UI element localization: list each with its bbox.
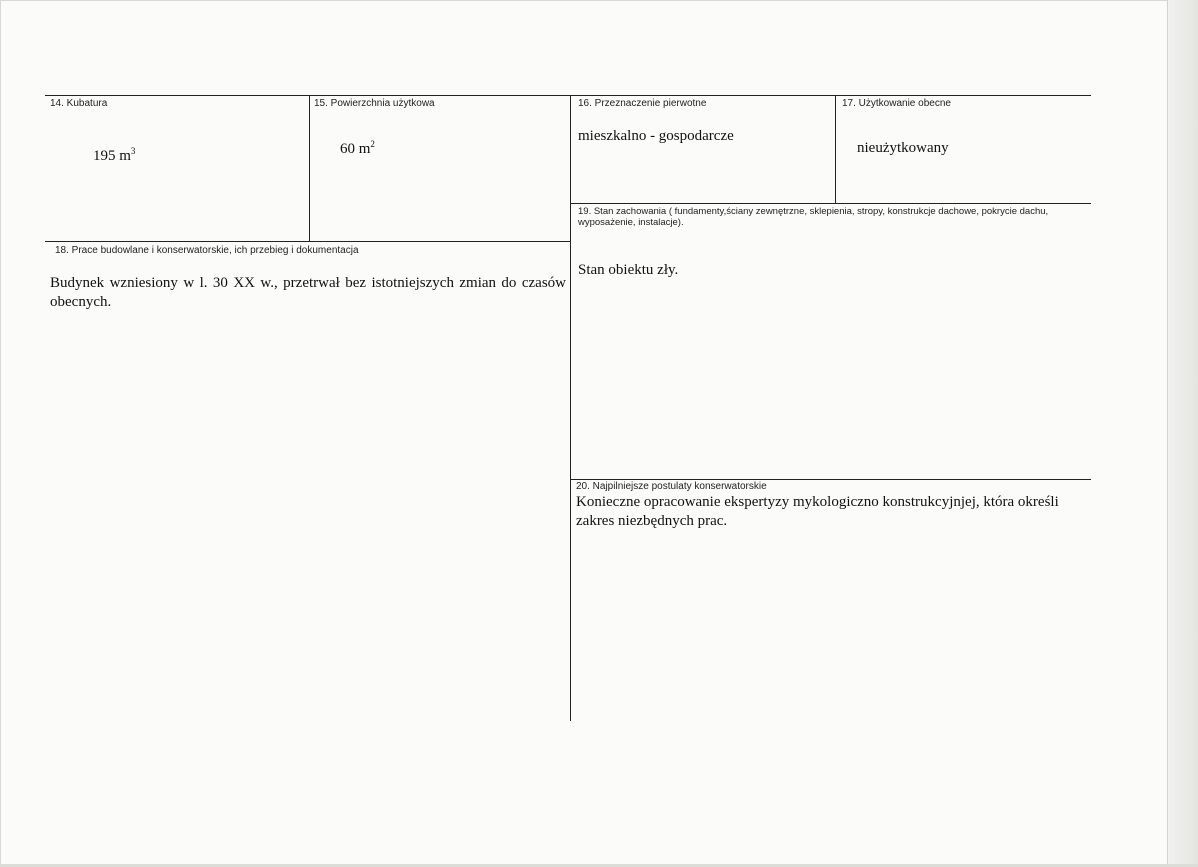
field-15-value	[340, 140, 375, 159]
field-14-value	[93, 147, 135, 166]
field-15-label: 15. Powierzchnia użytkowa	[314, 98, 435, 109]
divider-main	[570, 95, 571, 721]
top-rule	[45, 95, 1091, 96]
field-18-label: 18. Prace budowlane i konserwatorskie, ich przebieg i dokumentacja	[55, 245, 359, 256]
field-18-value: Budynek wzniesiony w l. 30 XX w., przetrwał bez istotniejszych zmian do czasów obecnych.	[50, 275, 566, 310]
rule-above-19	[570, 203, 1091, 204]
field-15-value-text: 60 m	[340, 141, 371, 157]
rule-above-18	[45, 241, 570, 242]
field-17-value: nieużytkowany	[857, 140, 949, 156]
field-16-value: mieszkalno - gospodarcze	[578, 128, 734, 144]
divider-16-17	[835, 95, 836, 203]
field-14-value-text: 195 m	[93, 148, 131, 164]
field-14-label: 14. Kubatura	[50, 98, 108, 109]
field-15-exponent: 2	[370, 139, 375, 149]
field-14-exponent: 3	[130, 146, 136, 156]
rule-above-20	[570, 479, 1091, 480]
field-17-label: 17. Użytkowanie obecne	[842, 98, 951, 109]
field-20-value: Konieczne opracowanie ekspertyzy mykologiczno konstrukcyjnjej, która określi zakres niezbędnych prac.	[576, 494, 1059, 529]
field-19-label: 19. Stan zachowania ( fundamenty,ściany zewnętrzne, sklepienia, stropy, konstrukcje dachowe, pokrycie dachu, wyposażenie, instalacje).	[578, 206, 1049, 228]
page-edge-right	[1167, 0, 1198, 867]
field-19-value: Stan obiektu zły.	[578, 262, 679, 278]
divider-14-15	[309, 95, 310, 241]
field-20-label: 20. Najpilniejsze postulaty konserwatorskie	[576, 481, 767, 492]
field-16-label: 16. Przeznaczenie pierwotne	[578, 98, 707, 109]
